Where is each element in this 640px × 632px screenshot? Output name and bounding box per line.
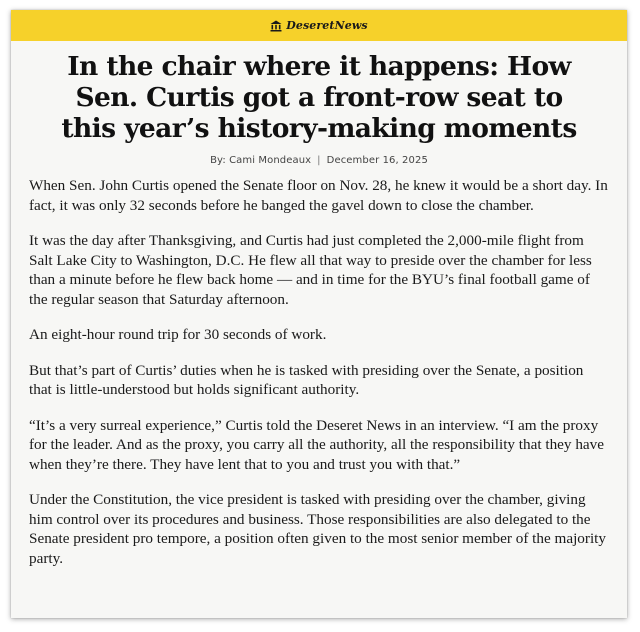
article-headline [33,51,605,144]
article-paragraph: Under the Constitution, the vice president is tasked with presiding over the chamber, giving him control over its procedures and business. Those responsibilities are also delegated to the Senate president pro tempore, a position often given to the most senior member of the majority party. [29,491,606,567]
article-body [29,176,609,568]
article-card [11,10,627,618]
article-paragraph: It was the day after Thanksgiving, and Curtis had just completed the 2,000-mile flight from Salt Lake City to Washington, D.C. He flew all that way to preside over the chamber for less than a minute before he flew back home — and in time for the BYU’s final football game of the regular season that Saturday afternoon. [29,232,592,308]
article-paragraph: An eight-hour round trip for 30 seconds of work. [29,326,327,343]
article-paragraph: But that’s part of Curtis’ duties when he is tasked with presiding over the Senate, a position that is little-understood but holds significant authority. [29,361,584,398]
article-paragraph: When Sen. John Curtis opened the Senate floor on Nov. 28, he knew it would be a short day. In fact, it was only 32 seconds before he banged the gavel down to close the chamber. [29,177,608,214]
byline-separator: | [317,155,321,166]
byline [11,155,627,166]
building-icon [270,20,282,32]
article-paragraph: “It’s a very surreal experience,” Curtis told the Deseret News in an interview. “I am the proxy for the leader. And as the proxy, you carry all the authority, all the responsibility that they have when they’re there. They have lent that to you and trust you with that.” [29,416,604,473]
headline-line: this year’s history-making moments [61,113,577,144]
byline-date: December 16, 2025 [326,155,428,166]
masthead-bar [11,10,627,41]
brand-logo[interactable] [270,19,367,32]
byline-author[interactable]: By: Cami Mondeaux [210,155,312,166]
headline-line: Sen. Curtis got a front-row seat to [75,82,563,113]
headline-line: In the chair where it happens: How [67,51,571,82]
brand-name: DeseretNews [286,19,368,32]
